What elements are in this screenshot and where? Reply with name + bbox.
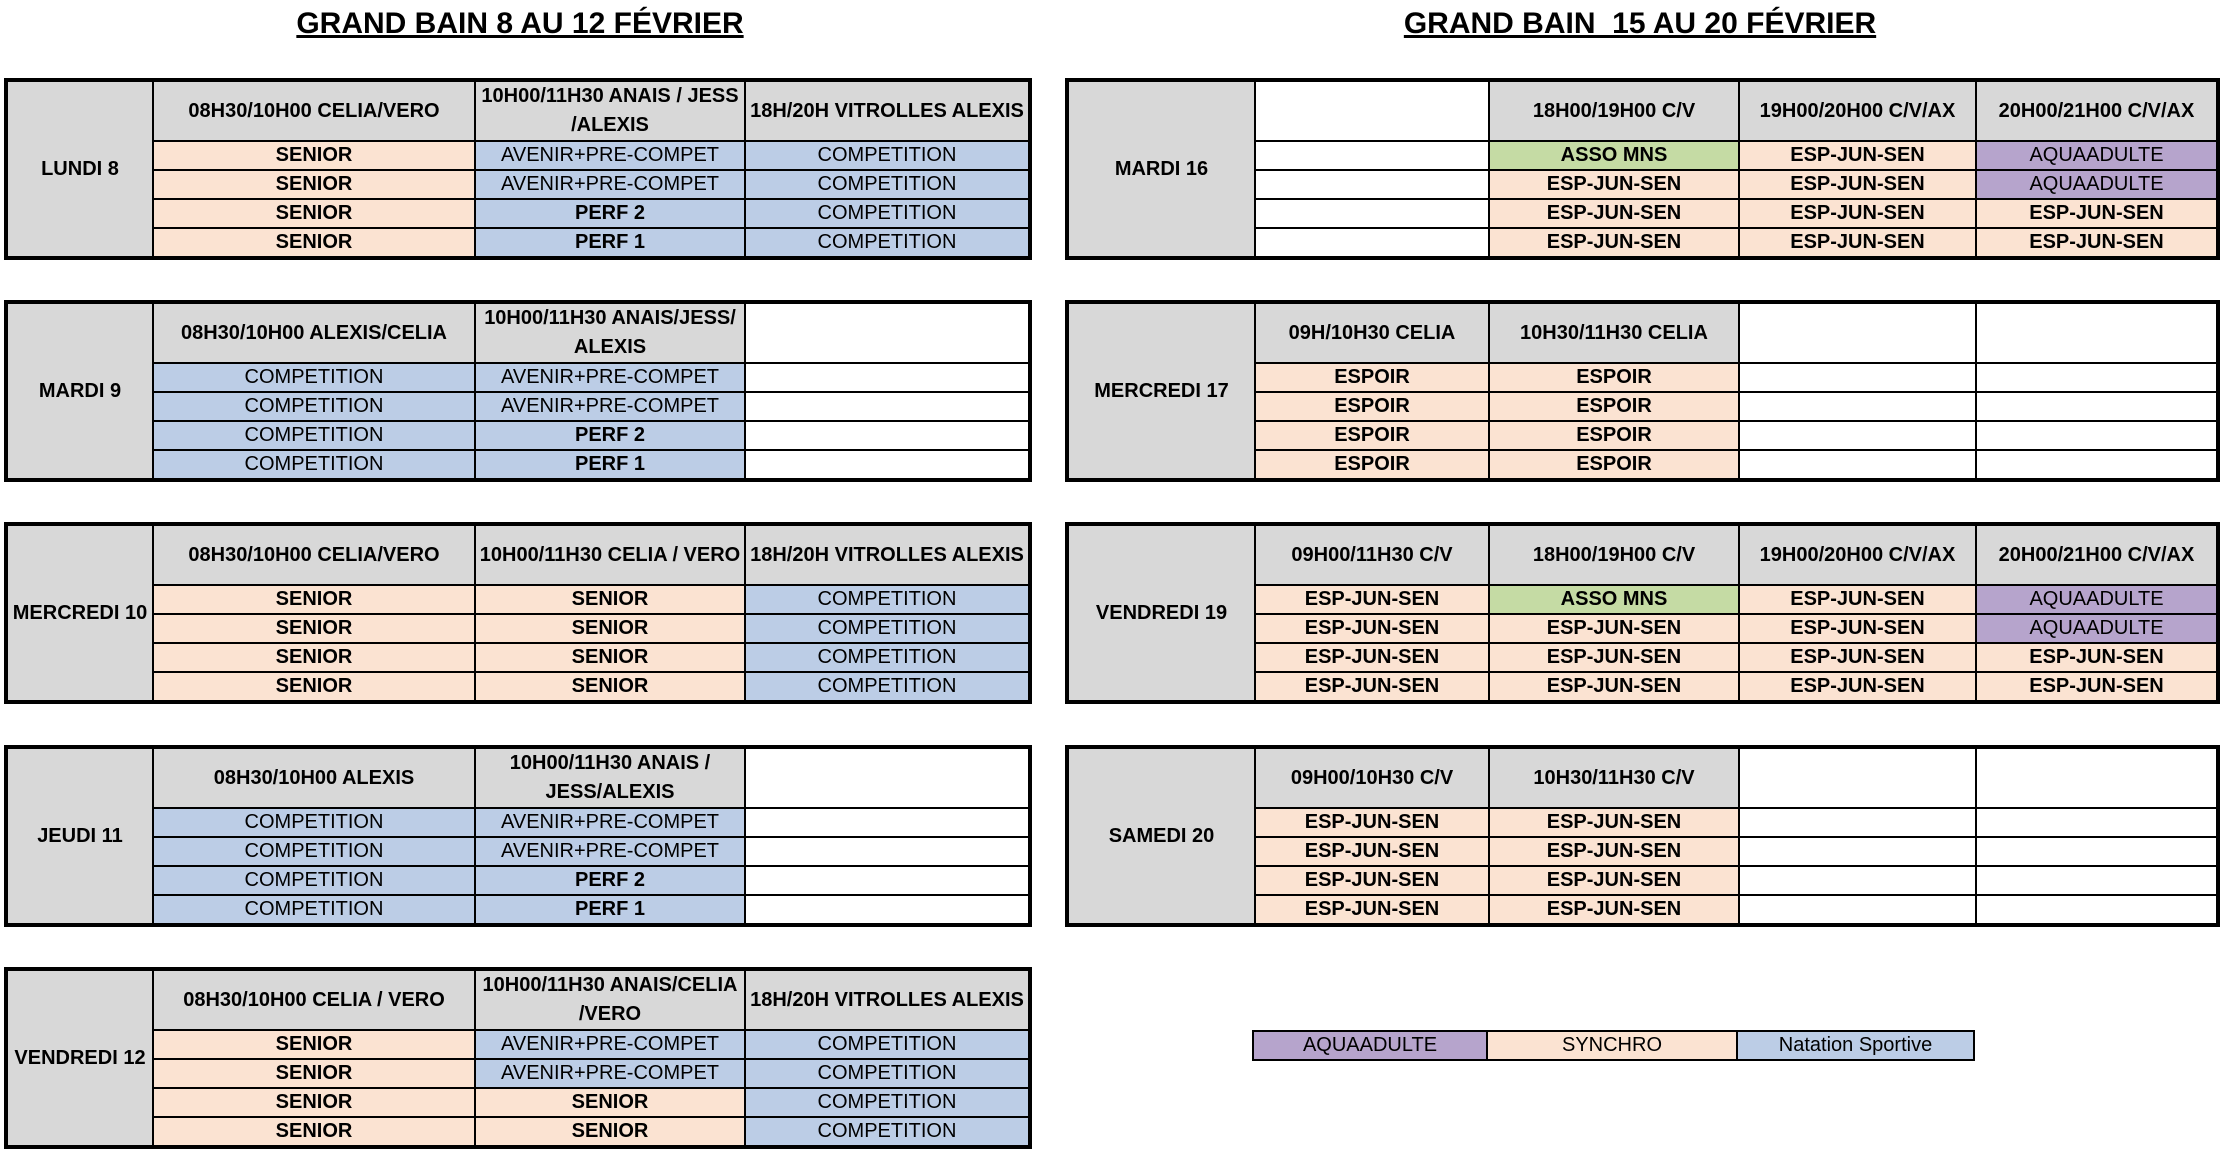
session-cell: ESP-JUN-SEN (1976, 228, 2218, 258)
session-cell: COMPETITION (153, 837, 475, 866)
day-label: MERCREDI 10 (6, 524, 153, 702)
legend-natation-sportive: Natation Sportive (1737, 1031, 1974, 1060)
session-cell: SENIOR (153, 141, 475, 170)
session-cell: ESPOIR (1255, 363, 1489, 392)
session-cell: COMPETITION (745, 141, 1030, 170)
session-cell: ESP-JUN-SEN (1739, 614, 1976, 643)
session-cell (1739, 421, 1976, 450)
session-cell: ESP-JUN-SEN (1489, 199, 1739, 228)
session-cell: COMPETITION (745, 1059, 1030, 1088)
time-slot-header: 10H00/11H30 ANAIS/JESS/ ALEXIS (475, 302, 745, 363)
session-cell: AVENIR+PRE-COMPET (475, 363, 745, 392)
session-cell: ESPOIR (1489, 421, 1739, 450)
session-cell: ESP-JUN-SEN (1255, 614, 1489, 643)
session-cell: SENIOR (153, 1030, 475, 1059)
table-row (6, 363, 1030, 392)
session-cell (1976, 866, 2218, 895)
session-cell (745, 450, 1030, 480)
session-cell: ESP-JUN-SEN (1739, 585, 1976, 614)
session-cell: SENIOR (475, 643, 745, 672)
session-cell (745, 895, 1030, 925)
session-cell (745, 392, 1030, 421)
time-slot-header (1976, 302, 2218, 363)
session-cell (1255, 141, 1489, 170)
session-cell: ESP-JUN-SEN (1255, 895, 1489, 925)
schedule-table-right-0 (1065, 78, 2220, 260)
session-cell: ESP-JUN-SEN (1255, 808, 1489, 837)
schedule-table-right-1 (1065, 300, 2220, 482)
time-slot-header: 18H/20H VITROLLES ALEXIS (745, 969, 1030, 1030)
color-legend (1252, 1030, 1975, 1061)
session-cell (1976, 837, 2218, 866)
schedule-table-left-0 (4, 78, 1032, 260)
session-cell: SENIOR (153, 1117, 475, 1147)
session-cell: ESP-JUN-SEN (1976, 672, 2218, 702)
session-cell: AVENIR+PRE-COMPET (475, 808, 745, 837)
time-slot-header: 20H00/21H00 C/V/AX (1976, 80, 2218, 141)
session-cell: COMPETITION (153, 392, 475, 421)
session-cell: ESP-JUN-SEN (1489, 643, 1739, 672)
time-slot-header: 10H00/11H30 CELIA / VERO (475, 524, 745, 585)
time-slot-header (745, 302, 1030, 363)
session-cell (1739, 392, 1976, 421)
day-label: MERCREDI 17 (1067, 302, 1255, 480)
time-slot-header: 18H/20H VITROLLES ALEXIS (745, 524, 1030, 585)
session-cell (1739, 895, 1976, 925)
session-cell (1976, 808, 2218, 837)
time-slot-header: 18H00/19H00 C/V (1489, 524, 1739, 585)
legend-aquaadulte: AQUAADULTE (1253, 1031, 1487, 1060)
table-row (6, 585, 1030, 614)
session-cell: ESP-JUN-SEN (1489, 895, 1739, 925)
session-cell (745, 421, 1030, 450)
session-cell: AQUAADULTE (1976, 141, 2218, 170)
session-cell: ASSO MNS (1489, 585, 1739, 614)
schedule-table-left-4 (4, 967, 1032, 1149)
session-cell: AVENIR+PRE-COMPET (475, 141, 745, 170)
session-cell: PERF 2 (475, 866, 745, 895)
day-label: VENDREDI 19 (1067, 524, 1255, 702)
time-slot-header (1739, 747, 1976, 808)
table-row (6, 672, 1030, 702)
session-cell: SENIOR (475, 614, 745, 643)
time-slot-header: 19H00/20H00 C/V/AX (1739, 80, 1976, 141)
time-slot-header (745, 747, 1030, 808)
session-cell: PERF 2 (475, 421, 745, 450)
session-cell: AQUAADULTE (1976, 614, 2218, 643)
session-cell (1739, 450, 1976, 480)
session-cell: SENIOR (475, 1117, 745, 1147)
table-row (6, 808, 1030, 837)
session-cell: COMPETITION (153, 866, 475, 895)
session-cell: ESP-JUN-SEN (1255, 837, 1489, 866)
session-cell: ESP-JUN-SEN (1489, 866, 1739, 895)
session-cell: PERF 1 (475, 228, 745, 258)
time-slot-header: 10H00/11H30 ANAIS / JESS/ALEXIS (475, 747, 745, 808)
table-row (6, 450, 1030, 480)
session-cell: ESPOIR (1255, 392, 1489, 421)
time-slot-header: 18H/20H VITROLLES ALEXIS (745, 80, 1030, 141)
day-label: VENDREDI 12 (6, 969, 153, 1147)
day-label: MARDI 9 (6, 302, 153, 480)
session-cell: ESPOIR (1489, 363, 1739, 392)
table-row (6, 1088, 1030, 1117)
schedule-table-left-2 (4, 522, 1032, 704)
session-cell: SENIOR (475, 1088, 745, 1117)
session-cell (745, 808, 1030, 837)
time-slot-header: 08H30/10H00 ALEXIS/CELIA (153, 302, 475, 363)
table-row (6, 614, 1030, 643)
table-row (6, 170, 1030, 199)
table-row (6, 199, 1030, 228)
session-cell (1255, 199, 1489, 228)
session-cell: ESP-JUN-SEN (1739, 141, 1976, 170)
table-row (6, 1059, 1030, 1088)
table-row (6, 1117, 1030, 1147)
session-cell (1739, 363, 1976, 392)
session-cell: ESP-JUN-SEN (1489, 672, 1739, 702)
session-cell: ESP-JUN-SEN (1255, 866, 1489, 895)
session-cell: COMPETITION (745, 228, 1030, 258)
session-cell: COMPETITION (745, 643, 1030, 672)
session-cell: SENIOR (153, 614, 475, 643)
session-cell: ESPOIR (1255, 421, 1489, 450)
session-cell: COMPETITION (153, 895, 475, 925)
session-cell (1976, 421, 2218, 450)
session-cell: COMPETITION (153, 363, 475, 392)
time-slot-header: 09H00/10H30 C/V (1255, 747, 1489, 808)
session-cell: COMPETITION (745, 1088, 1030, 1117)
session-cell (1976, 895, 2218, 925)
schedule-table-left-3 (4, 745, 1032, 927)
session-cell (1976, 392, 2218, 421)
session-cell: COMPETITION (153, 450, 475, 480)
session-cell: COMPETITION (153, 808, 475, 837)
session-cell: ESP-JUN-SEN (1489, 808, 1739, 837)
schedule-table-right-2 (1065, 522, 2220, 704)
table-row (6, 895, 1030, 925)
time-slot-header: 10H30/11H30 CELIA (1489, 302, 1739, 363)
session-cell: ESP-JUN-SEN (1976, 643, 2218, 672)
session-cell: SENIOR (153, 199, 475, 228)
table-row (6, 837, 1030, 866)
table-row (6, 866, 1030, 895)
day-label: MARDI 16 (1067, 80, 1255, 258)
time-slot-header: 19H00/20H00 C/V/AX (1739, 524, 1976, 585)
time-slot-header: 18H00/19H00 C/V (1489, 80, 1739, 141)
session-cell: AVENIR+PRE-COMPET (475, 1030, 745, 1059)
session-cell: PERF 1 (475, 450, 745, 480)
session-cell (745, 363, 1030, 392)
session-cell: COMPETITION (745, 614, 1030, 643)
day-label: JEUDI 11 (6, 747, 153, 925)
time-slot-header: 10H00/11H30 ANAIS / JESS /ALEXIS (475, 80, 745, 141)
session-cell (745, 837, 1030, 866)
session-cell: ESP-JUN-SEN (1489, 614, 1739, 643)
session-cell: COMPETITION (745, 199, 1030, 228)
session-cell: COMPETITION (745, 1030, 1030, 1059)
time-slot-header: 10H00/11H30 ANAIS/CELIA /VERO (475, 969, 745, 1030)
time-slot-header: 10H30/11H30 C/V (1489, 747, 1739, 808)
session-cell: ESP-JUN-SEN (1739, 643, 1976, 672)
session-cell: ESPOIR (1489, 392, 1739, 421)
time-slot-header: 08H30/10H00 CELIA/VERO (153, 524, 475, 585)
session-cell: ESPOIR (1255, 450, 1489, 480)
session-cell: ESP-JUN-SEN (1489, 837, 1739, 866)
session-cell: SENIOR (153, 228, 475, 258)
session-cell (1255, 228, 1489, 258)
table-row (6, 228, 1030, 258)
session-cell: AVENIR+PRE-COMPET (475, 392, 745, 421)
session-cell: ASSO MNS (1489, 141, 1739, 170)
session-cell: SENIOR (475, 672, 745, 702)
session-cell: SENIOR (153, 672, 475, 702)
session-cell: ESPOIR (1489, 450, 1739, 480)
table-row (6, 141, 1030, 170)
session-cell: ESP-JUN-SEN (1489, 170, 1739, 199)
session-cell: ESP-JUN-SEN (1976, 199, 2218, 228)
session-cell: AVENIR+PRE-COMPET (475, 1059, 745, 1088)
time-slot-header: 08H30/10H00 CELIA / VERO (153, 969, 475, 1030)
day-label: LUNDI 8 (6, 80, 153, 258)
session-cell (1976, 363, 2218, 392)
left-week-title: GRAND BAIN 8 AU 12 FÉVRIER (296, 7, 744, 40)
session-cell: SENIOR (475, 585, 745, 614)
session-cell: ESP-JUN-SEN (1739, 228, 1976, 258)
time-slot-header: 08H30/10H00 CELIA/VERO (153, 80, 475, 141)
time-slot-header: 09H/10H30 CELIA (1255, 302, 1489, 363)
schedule-table-right-3 (1065, 745, 2220, 927)
session-cell (1739, 866, 1976, 895)
session-cell: AVENIR+PRE-COMPET (475, 170, 745, 199)
time-slot-header (1255, 80, 1489, 141)
session-cell: ESP-JUN-SEN (1255, 585, 1489, 614)
session-cell (1739, 837, 1976, 866)
right-week-title: GRAND BAIN 15 AU 20 FÉVRIER (1403, 7, 1877, 40)
session-cell (1976, 450, 2218, 480)
session-cell: AQUAADULTE (1976, 585, 2218, 614)
session-cell: SENIOR (153, 643, 475, 672)
day-label: SAMEDI 20 (1067, 747, 1255, 925)
time-slot-header: 09H00/11H30 C/V (1255, 524, 1489, 585)
session-cell: SENIOR (153, 1059, 475, 1088)
session-cell: COMPETITION (153, 421, 475, 450)
session-cell: PERF 2 (475, 199, 745, 228)
session-cell: AVENIR+PRE-COMPET (475, 837, 745, 866)
session-cell: ESP-JUN-SEN (1255, 643, 1489, 672)
legend-synchro: SYNCHRO (1487, 1031, 1737, 1060)
session-cell: COMPETITION (745, 1117, 1030, 1147)
session-cell: ESP-JUN-SEN (1739, 170, 1976, 199)
schedule-table-left-1 (4, 300, 1032, 482)
session-cell (745, 866, 1030, 895)
session-cell (1255, 170, 1489, 199)
table-row (6, 421, 1030, 450)
session-cell: SENIOR (153, 585, 475, 614)
session-cell: COMPETITION (745, 672, 1030, 702)
session-cell: ESP-JUN-SEN (1739, 199, 1976, 228)
session-cell: COMPETITION (745, 170, 1030, 199)
session-cell: ESP-JUN-SEN (1255, 672, 1489, 702)
table-row (6, 392, 1030, 421)
table-row (6, 643, 1030, 672)
table-row (6, 1030, 1030, 1059)
session-cell (1739, 808, 1976, 837)
time-slot-header: 20H00/21H00 C/V/AX (1976, 524, 2218, 585)
time-slot-header: 08H30/10H00 ALEXIS (153, 747, 475, 808)
session-cell: SENIOR (153, 1088, 475, 1117)
session-cell: ESP-JUN-SEN (1739, 672, 1976, 702)
session-cell: SENIOR (153, 170, 475, 199)
time-slot-header (1739, 302, 1976, 363)
session-cell: AQUAADULTE (1976, 170, 2218, 199)
session-cell: COMPETITION (745, 585, 1030, 614)
session-cell: PERF 1 (475, 895, 745, 925)
time-slot-header (1976, 747, 2218, 808)
session-cell: ESP-JUN-SEN (1489, 228, 1739, 258)
